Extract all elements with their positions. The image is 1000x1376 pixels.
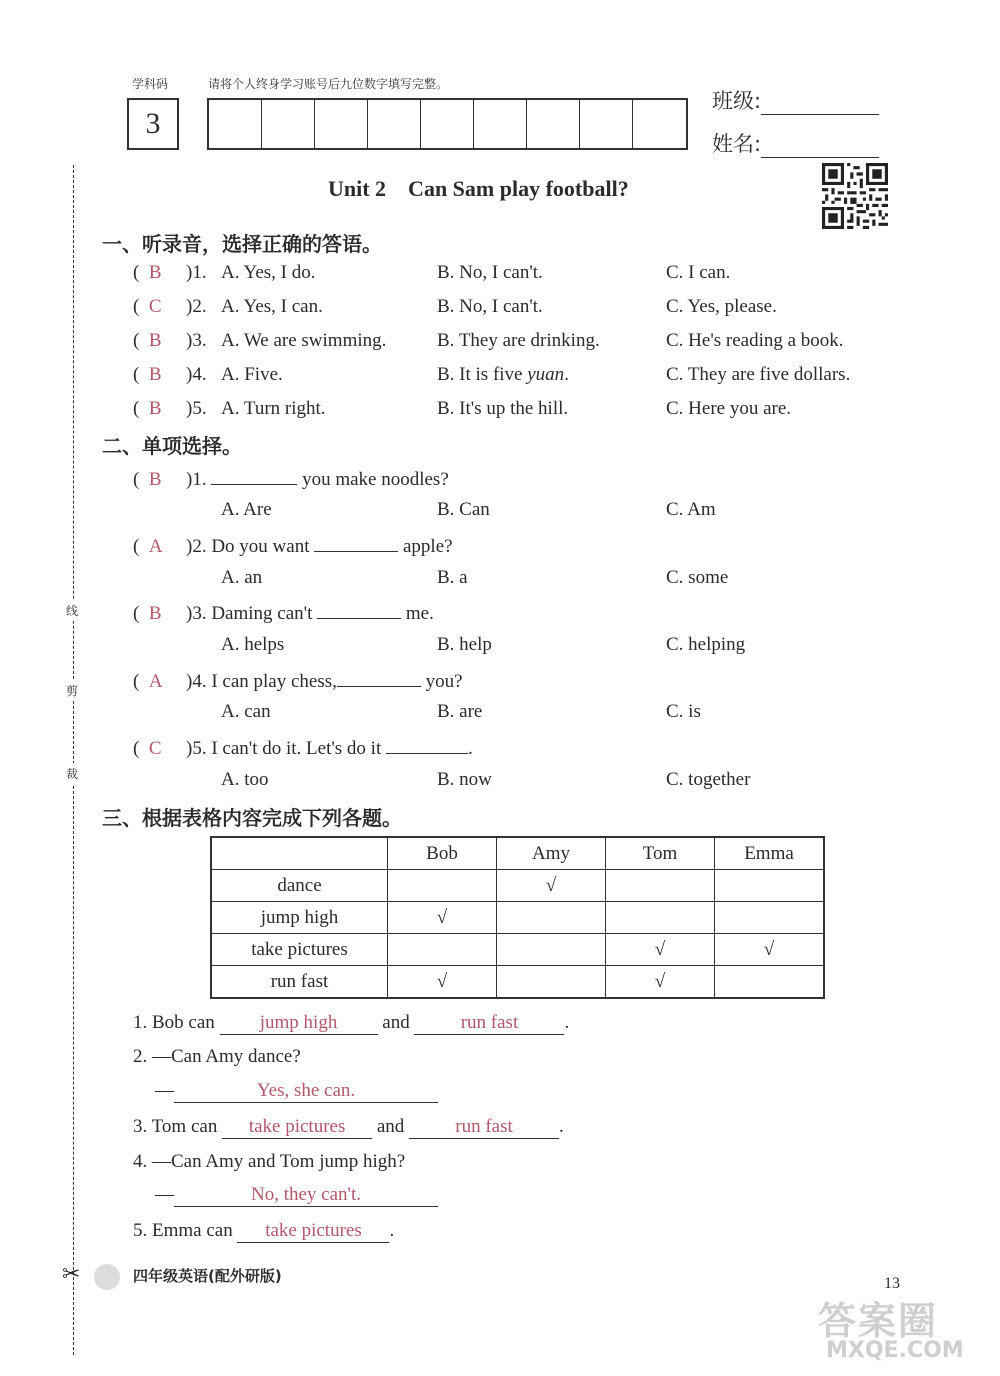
option-b: B. help (437, 634, 492, 655)
option-a: A. Are (221, 499, 272, 520)
part3-q3 (133, 1116, 564, 1139)
check-mark: √ (606, 934, 715, 966)
question-end: me. (401, 603, 434, 624)
answer-mark: B (148, 398, 162, 419)
option-b: B. No, I can't. (437, 296, 543, 317)
option-c: C. some (666, 567, 729, 588)
table-cell (715, 870, 825, 902)
question-stem: )5. I can't do it. Let's do it (186, 738, 382, 759)
option-a: A. Five. (221, 364, 283, 385)
answer-mark: B (148, 330, 162, 351)
table-cell (497, 902, 606, 934)
table-cell (497, 934, 606, 966)
part3-q5 (133, 1220, 394, 1243)
answer-mark: B (148, 364, 162, 385)
option-a: A. Yes, I do. (221, 262, 316, 283)
watermark-logo: 答案圈 (818, 1299, 939, 1343)
check-mark: √ (606, 966, 715, 999)
table-row (211, 934, 824, 966)
question-stem: )4. I can play chess, (186, 671, 337, 692)
subject-code-label: 学科码 (132, 77, 169, 91)
part2-question: ( B )3. Daming can't me. (133, 600, 434, 625)
table-header-row (211, 837, 824, 870)
answer-blank[interactable] (386, 735, 468, 754)
answer-blank[interactable]: run fast (409, 1116, 559, 1139)
part1-question: ( B (133, 330, 162, 351)
digit-cell[interactable] (209, 100, 262, 148)
option-b: B. are (437, 701, 483, 722)
part1-question: ( B (133, 398, 162, 419)
option-c: C. is (666, 701, 701, 722)
option-c: C. together (666, 769, 751, 790)
part1-heading: 一、听录音，选择正确的答语。 (102, 232, 382, 256)
table-cell (715, 966, 825, 999)
option-b-italic: yuan (527, 364, 565, 385)
part1-question: ( B (133, 262, 162, 283)
answer-blank[interactable]: jump high (220, 1012, 378, 1035)
question-stem: )2. Do you want (186, 536, 310, 557)
qr-code-icon (822, 163, 888, 229)
question-end: apple? (398, 536, 453, 557)
question-end: . (467, 738, 473, 759)
part1-q-number: )3. (186, 330, 207, 351)
option-c: C. He's reading a book. (666, 330, 844, 351)
part1-question: ( B (133, 364, 162, 385)
option-c: C. Am (666, 499, 716, 520)
question-end: you make noodles? (297, 469, 449, 490)
digit-cell[interactable] (633, 100, 686, 148)
option-b: B. It's up the hill. (437, 398, 569, 419)
answer-blank[interactable]: No, they can't. (174, 1184, 438, 1207)
answer-blank[interactable]: take pictures (222, 1116, 372, 1139)
digit-cell[interactable] (421, 100, 474, 148)
part3-q1 (133, 1012, 569, 1035)
option-b: B. They are drinking. (437, 330, 600, 351)
answer-blank[interactable] (337, 668, 421, 687)
answer-mark: B (148, 469, 162, 490)
table-cell (388, 934, 497, 966)
account-digit-boxes[interactable] (207, 98, 688, 150)
watermark-url: MXQE.COM (826, 1338, 964, 1363)
question-connector: and (376, 1116, 405, 1137)
book-badge-icon (94, 1264, 120, 1290)
row-header: dance (211, 870, 388, 902)
option-c: C. They are five dollars. (666, 364, 851, 385)
table-cell (497, 966, 606, 999)
part3-q2: 2. —Can Amy dance? (133, 1046, 301, 1067)
column-header: Bob (388, 837, 497, 870)
digit-cell[interactable] (580, 100, 633, 148)
answer-mark: C (148, 296, 162, 317)
option-b: B. a (437, 567, 468, 588)
option-a: A. can (221, 701, 271, 722)
part1-question: ( C (133, 296, 162, 317)
cut-line (73, 165, 74, 1355)
option-a: A. Yes, I can. (221, 296, 323, 317)
row-header: jump high (211, 902, 388, 934)
part2-question: ( A )2. Do you want apple? (133, 533, 453, 558)
question-stem: )3. Daming can't (186, 603, 313, 624)
option-c: C. helping (666, 634, 746, 655)
table-cell (388, 870, 497, 902)
option-c: C. I can. (666, 262, 731, 283)
unit-title: Unit 2 Can Sam play football? (328, 176, 629, 201)
part3-heading: 三、根据表格内容完成下列各题。 (102, 806, 402, 830)
answer-blank[interactable] (314, 533, 398, 552)
table-cell (606, 870, 715, 902)
question-stem: 1. Bob can (133, 1012, 215, 1033)
answer-mark: A (148, 536, 163, 557)
part2-question: ( B )1. you make noodles? (133, 466, 449, 491)
table-cell (715, 902, 825, 934)
name-line[interactable] (761, 135, 879, 158)
option-a: A. helps (221, 634, 285, 655)
question-end: . (389, 1220, 395, 1241)
option-a: A. Turn right. (221, 398, 326, 419)
table-row (211, 966, 824, 999)
digit-cell[interactable] (527, 100, 580, 148)
answer-mark: A (148, 671, 163, 692)
option-a: A. We are swimming. (221, 330, 387, 351)
answer-mark: B (148, 262, 162, 283)
answer-blank[interactable] (211, 466, 297, 485)
option-b: B. Can (437, 499, 490, 520)
cut-word: 剪 (66, 680, 78, 701)
book-title: 四年级英语(配外研版) (133, 1267, 282, 1285)
digit-cell[interactable] (368, 100, 421, 148)
check-mark: √ (388, 902, 497, 934)
class-label: 班级: (712, 89, 762, 113)
table-corner-cell (211, 837, 388, 870)
cut-word: 裁 (66, 763, 78, 784)
check-mark: √ (497, 870, 606, 902)
answer-blank[interactable] (317, 600, 401, 619)
digit-cell[interactable] (474, 100, 527, 148)
check-mark: √ (715, 934, 825, 966)
part3-q4-answer (155, 1184, 438, 1207)
answer-blank[interactable]: take pictures (237, 1220, 389, 1243)
question-end: . (559, 1116, 564, 1137)
part1-q-number: )2. (186, 296, 207, 317)
part1-q-number: )5. (186, 398, 207, 419)
dash: — (155, 1080, 174, 1101)
table-row (211, 902, 824, 934)
account-instruction: 请将个人终身学习账号后九位数字填写完整。 (208, 77, 449, 91)
question-stem: )1. (186, 469, 207, 490)
check-mark: √ (388, 966, 497, 999)
answer-blank[interactable]: run fast (414, 1012, 564, 1035)
question-end: . (564, 1012, 570, 1033)
digit-cell[interactable] (315, 100, 368, 148)
subject-code-box: 3 (127, 98, 179, 150)
class-line[interactable] (761, 92, 879, 115)
option-a: A. too (221, 769, 269, 790)
page-number: 13 (884, 1275, 900, 1292)
part3-q4: 4. —Can Amy and Tom jump high? (133, 1151, 406, 1172)
option-a: A. an (221, 567, 263, 588)
table-row (211, 870, 824, 902)
part3-q2-answer (155, 1080, 438, 1103)
option-b: B. now (437, 769, 492, 790)
cut-word: 线 (66, 600, 78, 621)
ability-table (210, 836, 825, 999)
part2-question: ( C )5. I can't do it. Let's do it . (133, 735, 473, 760)
question-connector: and (382, 1012, 410, 1033)
part1-q-number: )1. (186, 262, 207, 283)
scissors-icon: ✂ (62, 1262, 81, 1287)
table-cell (606, 902, 715, 934)
option-c: C. Yes, please. (666, 296, 777, 317)
option-b-end: . (564, 364, 569, 385)
name-field[interactable] (712, 128, 879, 158)
name-label: 姓名: (712, 132, 762, 156)
column-header: Tom (606, 837, 715, 870)
question-stem: 3. Tom can (133, 1116, 218, 1137)
part2-question: ( A )4. I can play chess, you? (133, 668, 463, 693)
answer-blank[interactable]: Yes, she can. (174, 1080, 438, 1103)
column-header: Emma (715, 837, 825, 870)
answer-mark: C (148, 738, 162, 759)
option-b-text: B. It is five (437, 364, 528, 385)
class-field[interactable] (712, 85, 879, 115)
column-header: Amy (497, 837, 606, 870)
option-b: B. No, I can't. (437, 262, 543, 283)
part2-heading: 二、单项选择。 (102, 434, 242, 458)
question-stem: 5. Emma can (133, 1220, 233, 1241)
question-end: you? (420, 671, 463, 692)
row-header: run fast (211, 966, 388, 999)
option-b (437, 364, 569, 386)
digit-cell[interactable] (262, 100, 315, 148)
part1-q-number: )4. (186, 364, 207, 385)
option-c: C. Here you are. (666, 398, 792, 419)
row-header: take pictures (211, 934, 388, 966)
answer-mark: B (148, 603, 162, 624)
dash: — (155, 1184, 174, 1205)
